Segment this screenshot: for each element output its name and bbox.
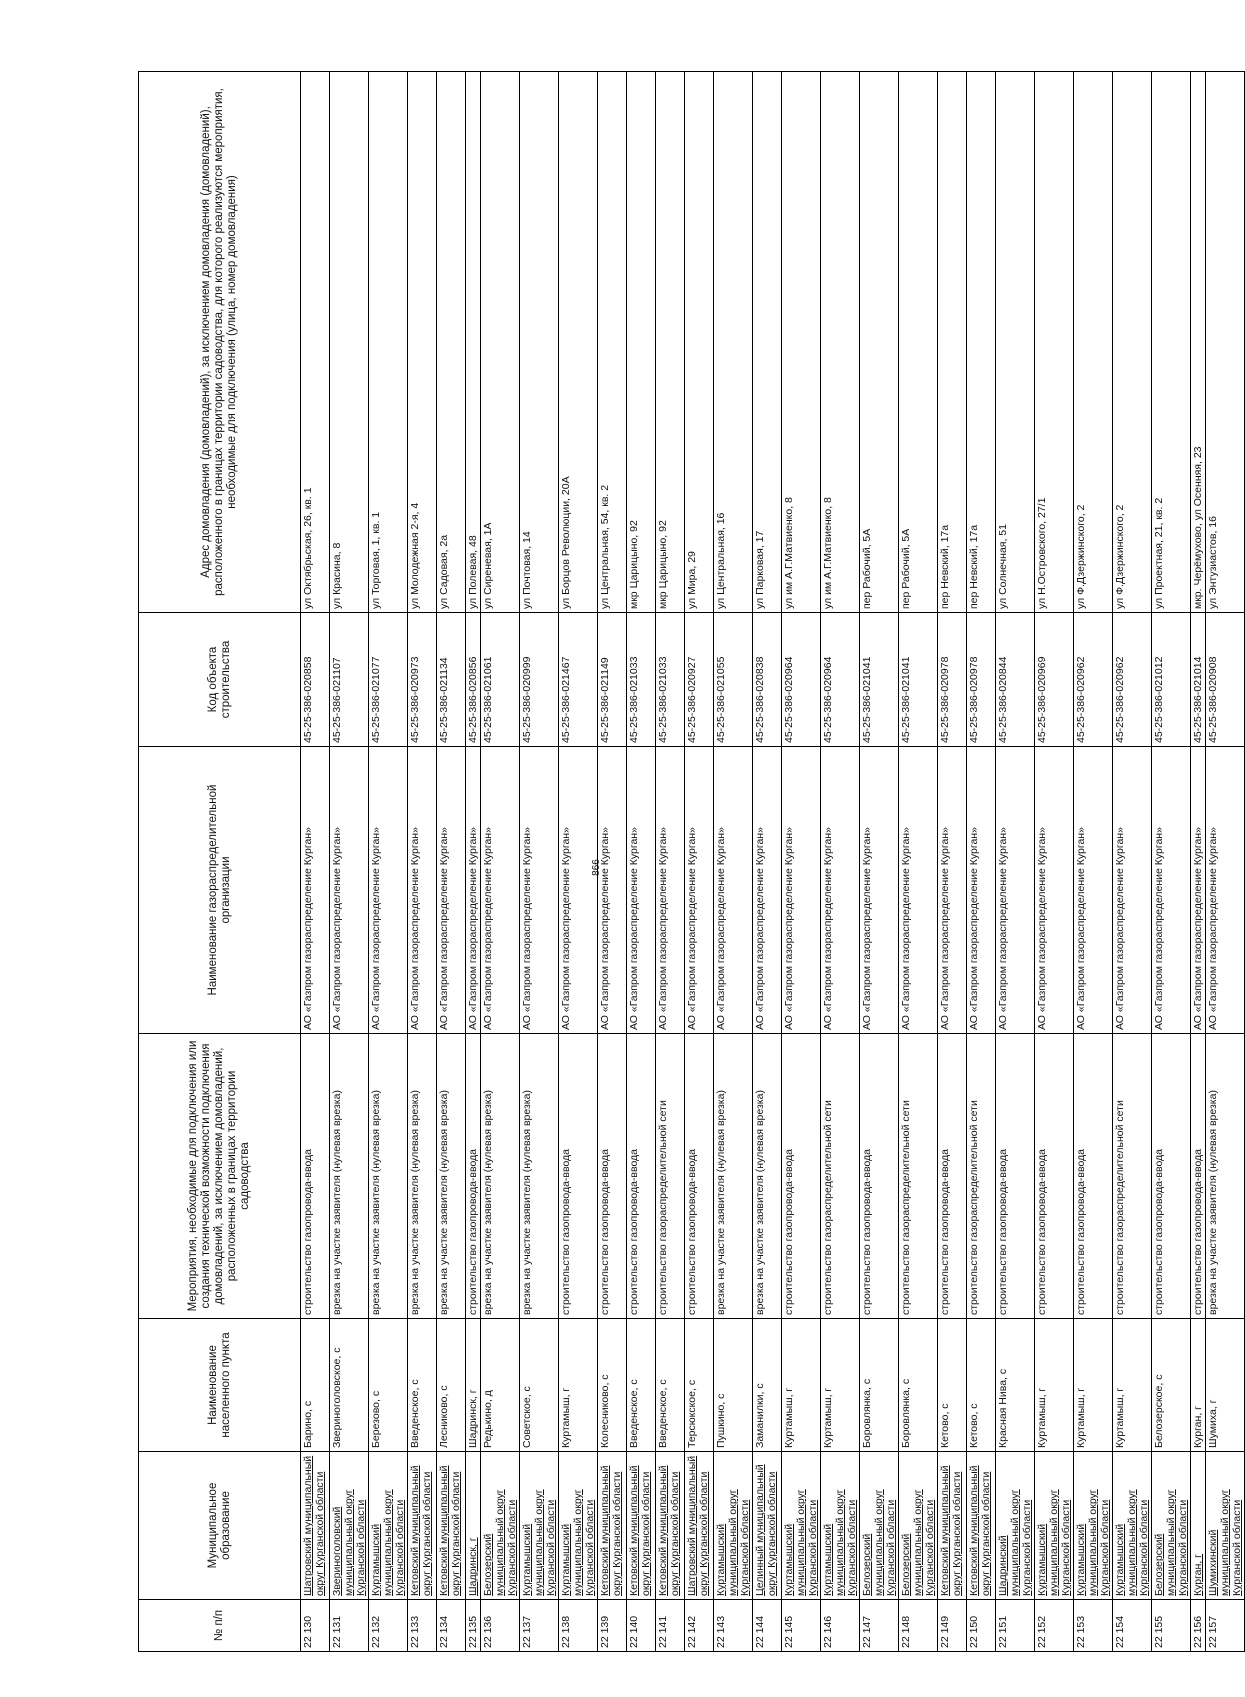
table-row [1113, 72, 1152, 1652]
municipality-cell: Шадринск, г [466, 1452, 481, 1600]
organization-cell: АО «Газпром газораспределение Курган» [656, 747, 685, 1034]
table-body [301, 72, 1245, 1652]
measure-cell: строительство газопровода-ввода [685, 1034, 714, 1319]
row-number: 22 157 [1206, 1600, 1245, 1652]
organization-cell: АО «Газпром газораспределение Курган» [466, 747, 481, 1034]
table-row [466, 72, 481, 1652]
object-code-cell: 45-25-386-021041 [860, 613, 899, 747]
municipality-cell: Кетовский муниципальный округ Курганской области [656, 1452, 685, 1600]
address-cell: пер Невский, 17а [967, 72, 996, 613]
row-number: 22 135 [466, 1600, 481, 1652]
measure-cell: строительство газопровода-ввода [860, 1034, 899, 1319]
table-row [330, 72, 369, 1652]
settlement-cell: Терсюкское, с [685, 1319, 714, 1452]
row-number: 22 145 [782, 1600, 821, 1652]
measure-cell: врезка на участке заявителя (нулевая врезка) [520, 1034, 559, 1319]
table-row [938, 72, 967, 1652]
municipality-cell: Белозерский муниципальный округ Курганской области [1152, 1452, 1191, 1600]
table-row [967, 72, 996, 1652]
organization-cell: АО «Газпром газораспределение Курган» [301, 747, 330, 1034]
header-organization: Наименование газораспределительной организации [139, 747, 301, 1034]
address-cell: пер Невский, 17а [938, 72, 967, 613]
organization-cell: АО «Газпром газораспределение Курган» [408, 747, 437, 1034]
table-row [408, 72, 437, 1652]
municipality-cell: Целинный муниципальный округ Курганской области [753, 1452, 782, 1600]
settlement-cell: Заманилки, с [753, 1319, 782, 1452]
address-cell: ул Октябрьская, 26, кв. 1 [301, 72, 330, 613]
gasification-table [138, 71, 1245, 1652]
organization-cell: АО «Газпром газораспределение Курган» [369, 747, 408, 1034]
row-number: 22 155 [1152, 1600, 1191, 1652]
object-code-cell: 45-25-386-020962 [1074, 613, 1113, 747]
table-row [627, 72, 656, 1652]
row-number: 22 133 [408, 1600, 437, 1652]
municipality-cell: Куртамышский муниципальный округ Курганской области [559, 1452, 598, 1600]
municipality-cell: Кетовский муниципальный округ Курганской области [437, 1452, 466, 1600]
measure-cell: строительство газораспределительной сети [1113, 1034, 1152, 1319]
row-number: 22 151 [996, 1600, 1035, 1652]
table-row [437, 72, 466, 1652]
row-number: 22 134 [437, 1600, 466, 1652]
object-code-cell: 45-25-386-021134 [437, 613, 466, 747]
row-number: 22 154 [1113, 1600, 1152, 1652]
table-row [860, 72, 899, 1652]
object-code-cell: 45-25-386-021012 [1152, 613, 1191, 747]
municipality-cell: Шумихинский муниципальный округ Курганской области [1206, 1452, 1245, 1600]
header-row [139, 72, 301, 1652]
measure-cell: строительство газопровода-ввода [301, 1034, 330, 1319]
settlement-cell: Лесниково, с [437, 1319, 466, 1452]
table-row [1206, 72, 1245, 1652]
object-code-cell: 45-25-386-021033 [627, 613, 656, 747]
municipality-cell: Кетовский муниципальный округ Курганской области [938, 1452, 967, 1600]
table-row [559, 72, 598, 1652]
municipality-cell: Шатровский муниципальный округ Курганской области [685, 1452, 714, 1600]
table-row [301, 72, 330, 1652]
address-cell: пер Рабочий, 5А [860, 72, 899, 613]
measure-cell: строительство газопровода-ввода [1035, 1034, 1074, 1319]
object-code-cell: 45-25-386-020858 [301, 613, 330, 747]
object-code-cell: 45-25-386-021107 [330, 613, 369, 747]
settlement-cell: Кетово, с [938, 1319, 967, 1452]
row-number: 22 152 [1035, 1600, 1074, 1652]
row-number: 22 136 [481, 1600, 520, 1652]
municipality-cell: Курган, г [1191, 1452, 1206, 1600]
object-code-cell: 45-25-386-020999 [520, 613, 559, 747]
table-row [753, 72, 782, 1652]
measure-cell: строительство газопровода-ввода [598, 1034, 627, 1319]
settlement-cell: Куртамыш, г [559, 1319, 598, 1452]
address-cell: ул Солнечная, 51 [996, 72, 1035, 613]
row-number: 22 140 [627, 1600, 656, 1652]
organization-cell: АО «Газпром газораспределение Курган» [821, 747, 860, 1034]
object-code-cell: 45-25-386-020927 [685, 613, 714, 747]
municipality-cell: Куртамышский муниципальный округ Курганской области [782, 1452, 821, 1600]
settlement-cell: Боровлянка, с [899, 1319, 938, 1452]
address-cell: ул Молодежная 2-я, 4 [408, 72, 437, 613]
settlement-cell: Введенское, с [408, 1319, 437, 1452]
measure-cell: врезка на участке заявителя (нулевая врезка) [437, 1034, 466, 1319]
municipality-cell: Белозерский муниципальный округ Курганской области [899, 1452, 938, 1600]
address-cell: ул Садовая, 2а [437, 72, 466, 613]
organization-cell: АО «Газпром газораспределение Курган» [1074, 747, 1113, 1034]
measure-cell: строительство газопровода-ввода [466, 1034, 481, 1319]
row-number: 22 149 [938, 1600, 967, 1652]
measure-cell: строительство газопровода-ввода [938, 1034, 967, 1319]
row-number: 22 138 [559, 1600, 598, 1652]
municipality-cell: Куртамышский муниципальный округ Курганской области [1113, 1452, 1152, 1600]
settlement-cell: Кетово, с [967, 1319, 996, 1452]
object-code-cell: 45-25-386-021061 [481, 613, 520, 747]
municipality-cell: Кетовский муниципальный округ Курганской области [627, 1452, 656, 1600]
header-measures: Мероприятия, необходимые для подключения или создания технической возможности подключения домовладений, за исключением домовладений, расположенных в границах территории садоводства [139, 1034, 301, 1319]
measure-cell: врезка на участке заявителя (нулевая врезка) [1206, 1034, 1245, 1319]
measure-cell: строительство газопровода-ввода [782, 1034, 821, 1319]
object-code-cell: 45-25-386-020969 [1035, 613, 1074, 747]
settlement-cell: Звериноголовское, с [330, 1319, 369, 1452]
measure-cell: строительство газопровода-ввода [1152, 1034, 1191, 1319]
row-number: 22 130 [301, 1600, 330, 1652]
settlement-cell: Барино, с [301, 1319, 330, 1452]
organization-cell: АО «Газпром газораспределение Курган» [437, 747, 466, 1034]
table-row [1152, 72, 1191, 1652]
address-cell: ул Почтовая, 14 [520, 72, 559, 613]
settlement-cell: Введенское, с [656, 1319, 685, 1452]
header-settlement: Наименование населенного пункта [139, 1319, 301, 1452]
settlement-cell: Березово, с [369, 1319, 408, 1452]
settlement-cell: Шадринск, г [466, 1319, 481, 1452]
municipality-cell: Звериноголовский муниципальный округ Курганской области [330, 1452, 369, 1600]
row-number: 22 147 [860, 1600, 899, 1652]
object-code-cell: 45-25-386-021041 [899, 613, 938, 747]
settlement-cell: Куртамыш, г [1035, 1319, 1074, 1452]
table-row [782, 72, 821, 1652]
table-row [1191, 72, 1206, 1652]
address-cell: ул Красина, 8 [330, 72, 369, 613]
organization-cell: АО «Газпром газораспределение Курган» [598, 747, 627, 1034]
object-code-cell: 45-25-386-020844 [996, 613, 1035, 747]
header-address: Адрес домовладения (домовладений), за исключением домовладения (домовладений), расположенного в границах территории садоводства, для которого реализуются мероприятия, необходимые для подключения (улица, номер домовладения) [139, 72, 301, 613]
measure-cell: врезка на участке заявителя (нулевая врезка) [481, 1034, 520, 1319]
settlement-cell: Колесниково, с [598, 1319, 627, 1452]
measure-cell: врезка на участке заявителя (нулевая врезка) [753, 1034, 782, 1319]
organization-cell: АО «Газпром газораспределение Курган» [481, 747, 520, 1034]
object-code-cell: 45-25-386-021467 [559, 613, 598, 747]
row-number: 22 146 [821, 1600, 860, 1652]
measure-cell: строительство газопровода-ввода [559, 1034, 598, 1319]
address-cell: ул Полевая, 48 [466, 72, 481, 613]
object-code-cell: 45-25-386-020908 [1206, 613, 1245, 747]
settlement-cell: Белозерское, с [1152, 1319, 1191, 1452]
table-row [1074, 72, 1113, 1652]
measure-cell: строительство газопровода-ввода [627, 1034, 656, 1319]
row-number: 22 132 [369, 1600, 408, 1652]
municipality-cell: Шадринский муниципальный округ Курганской области [996, 1452, 1035, 1600]
measure-cell: врезка на участке заявителя (нулевая врезка) [369, 1034, 408, 1319]
address-cell: ул Проектная, 21, кв. 2 [1152, 72, 1191, 613]
municipality-cell: Белозерский муниципальный округ Курганской области [481, 1452, 520, 1600]
object-code-cell: 45-25-386-021149 [598, 613, 627, 747]
settlement-cell: Куртамыш, г [821, 1319, 860, 1452]
organization-cell: АО «Газпром газораспределение Курган» [938, 747, 967, 1034]
organization-cell: АО «Газпром газораспределение Курган» [520, 747, 559, 1034]
table-row [598, 72, 627, 1652]
municipality-cell: Кетовский муниципальный округ Курганской области [967, 1452, 996, 1600]
municipality-cell: Куртамышский муниципальный округ Курганской области [369, 1452, 408, 1600]
address-cell: ул Сиреневая, 1А [481, 72, 520, 613]
object-code-cell: 45-25-386-020964 [782, 613, 821, 747]
municipality-cell: Куртамышский муниципальный округ Курганской области [1074, 1452, 1113, 1600]
address-cell: мкр. Черёмухово, ул Осенняя, 23 [1191, 72, 1206, 613]
organization-cell: АО «Газпром газораспределение Курган» [1035, 747, 1074, 1034]
settlement-cell: Курган, г [1191, 1319, 1206, 1452]
settlement-cell: Пушкино, с [714, 1319, 753, 1452]
organization-cell: АО «Газпром газораспределение Курган» [559, 747, 598, 1034]
object-code-cell: 45-25-386-020978 [938, 613, 967, 747]
municipality-cell: Кетовский муниципальный округ Курганской области [598, 1452, 627, 1600]
address-cell: ул Энтузиастов, 16 [1206, 72, 1245, 613]
organization-cell: АО «Газпром газораспределение Курган» [899, 747, 938, 1034]
organization-cell: АО «Газпром газораспределение Курган» [627, 747, 656, 1034]
row-number: 22 153 [1074, 1600, 1113, 1652]
municipality-cell: Куртамышский муниципальный округ Курганской области [714, 1452, 753, 1600]
page-number: 866 [590, 859, 602, 876]
municipality-cell: Белозерский муниципальный округ Курганской области [860, 1452, 899, 1600]
measure-cell: строительство газораспределительной сети [899, 1034, 938, 1319]
table-row [714, 72, 753, 1652]
address-cell: ул Торговая, 1, кв. 1 [369, 72, 408, 613]
municipality-cell: Куртамышский муниципальный округ Курганской области [1035, 1452, 1074, 1600]
table-row [899, 72, 938, 1652]
settlement-cell: Куртамыш, г [782, 1319, 821, 1452]
header-number: № п/п [139, 1600, 301, 1652]
table-row [996, 72, 1035, 1652]
rotated-table-container [138, 72, 1243, 1652]
measure-cell: строительство газораспределительной сети [821, 1034, 860, 1319]
header-municipality: Муниципальное образование [139, 1452, 301, 1600]
organization-cell: АО «Газпром газораспределение Курган» [1152, 747, 1191, 1034]
object-code-cell: 45-25-386-020978 [967, 613, 996, 747]
address-cell: ул Ф.Дзержинского, 2 [1113, 72, 1152, 613]
organization-cell: АО «Газпром газораспределение Курган» [782, 747, 821, 1034]
table-row [481, 72, 520, 1652]
table-row [520, 72, 559, 1652]
address-cell: ул Центральная, 54, кв. 2 [598, 72, 627, 613]
address-cell: ул Н.Островского, 27/1 [1035, 72, 1074, 613]
organization-cell: АО «Газпром газораспределение Курган» [1191, 747, 1206, 1034]
address-cell: ул Парковая, 17 [753, 72, 782, 613]
table-row [656, 72, 685, 1652]
object-code-cell: 45-25-386-021033 [656, 613, 685, 747]
object-code-cell: 45-25-386-021055 [714, 613, 753, 747]
table-row [685, 72, 714, 1652]
organization-cell: АО «Газпром газораспределение Курган» [714, 747, 753, 1034]
settlement-cell: Красная Нива, с [996, 1319, 1035, 1452]
organization-cell: АО «Газпром газораспределение Курган» [1113, 747, 1152, 1034]
organization-cell: АО «Газпром газораспределение Курган» [967, 747, 996, 1034]
object-code-cell: 45-25-386-020973 [408, 613, 437, 747]
municipality-cell: Шатровский муниципальный округ Курганской области [301, 1452, 330, 1600]
measure-cell: врезка на участке заявителя (нулевая врезка) [714, 1034, 753, 1319]
measure-cell: строительство газопровода-ввода [996, 1034, 1035, 1319]
settlement-cell: Куртамыш, г [1074, 1319, 1113, 1452]
measure-cell: строительство газопровода-ввода [1191, 1034, 1206, 1319]
settlement-cell: Советское, с [520, 1319, 559, 1452]
object-code-cell: 45-25-386-021077 [369, 613, 408, 747]
row-number: 22 141 [656, 1600, 685, 1652]
organization-cell: АО «Газпром газораспределение Курган» [1206, 747, 1245, 1034]
settlement-cell: Боровлянка, с [860, 1319, 899, 1452]
table-row [1035, 72, 1074, 1652]
address-cell: пер Рабочий, 5А [899, 72, 938, 613]
row-number: 22 150 [967, 1600, 996, 1652]
table-row [369, 72, 408, 1652]
settlement-cell: Куртамыш, г [1113, 1319, 1152, 1452]
row-number: 22 144 [753, 1600, 782, 1652]
object-code-cell: 45-25-386-021014 [1191, 613, 1206, 747]
measure-cell: врезка на участке заявителя (нулевая врезка) [330, 1034, 369, 1319]
organization-cell: АО «Газпром газораспределение Курган» [685, 747, 714, 1034]
organization-cell: АО «Газпром газораспределение Курган» [753, 747, 782, 1034]
header-object-code: Код объекта строительства [139, 613, 301, 747]
address-cell: ул Ф.Дзержинского, 2 [1074, 72, 1113, 613]
row-number: 22 137 [520, 1600, 559, 1652]
settlement-cell: Шумиха, г [1206, 1319, 1245, 1452]
address-cell: мкр Царицыно, 92 [627, 72, 656, 613]
measure-cell: врезка на участке заявителя (нулевая врезка) [408, 1034, 437, 1319]
measure-cell: строительство газораспределительной сети [656, 1034, 685, 1319]
address-cell: ул Мира, 29 [685, 72, 714, 613]
table-row [821, 72, 860, 1652]
object-code-cell: 45-25-386-020838 [753, 613, 782, 747]
address-cell: ул им А.Г.Матвиенко, 8 [782, 72, 821, 613]
object-code-cell: 45-25-386-020856 [466, 613, 481, 747]
row-number: 22 142 [685, 1600, 714, 1652]
settlement-cell: Редькино, д [481, 1319, 520, 1452]
object-code-cell: 45-25-386-020962 [1113, 613, 1152, 747]
organization-cell: АО «Газпром газораспределение Курган» [860, 747, 899, 1034]
organization-cell: АО «Газпром газораспределение Курган» [996, 747, 1035, 1034]
row-number: 22 131 [330, 1600, 369, 1652]
row-number: 22 148 [899, 1600, 938, 1652]
municipality-cell: Кетовский муниципальный округ Курганской области [408, 1452, 437, 1600]
address-cell: ул им А.Г.Матвиенко, 8 [821, 72, 860, 613]
measure-cell: строительство газопровода-ввода [1074, 1034, 1113, 1319]
measure-cell: строительство газораспределительной сети [967, 1034, 996, 1319]
row-number: 22 139 [598, 1600, 627, 1652]
address-cell: ул Центральная, 16 [714, 72, 753, 613]
address-cell: мкр Царицыно, 92 [656, 72, 685, 613]
organization-cell: АО «Газпром газораспределение Курган» [330, 747, 369, 1034]
object-code-cell: 45-25-386-020964 [821, 613, 860, 747]
row-number: 22 143 [714, 1600, 753, 1652]
row-number: 22 156 [1191, 1600, 1206, 1652]
municipality-cell: Куртамышский муниципальный округ Курганской области [520, 1452, 559, 1600]
settlement-cell: Введенское, с [627, 1319, 656, 1452]
address-cell: ул Борцов Революции, 20А [559, 72, 598, 613]
municipality-cell: Куртамышский муниципальный округ Курганской области [821, 1452, 860, 1600]
